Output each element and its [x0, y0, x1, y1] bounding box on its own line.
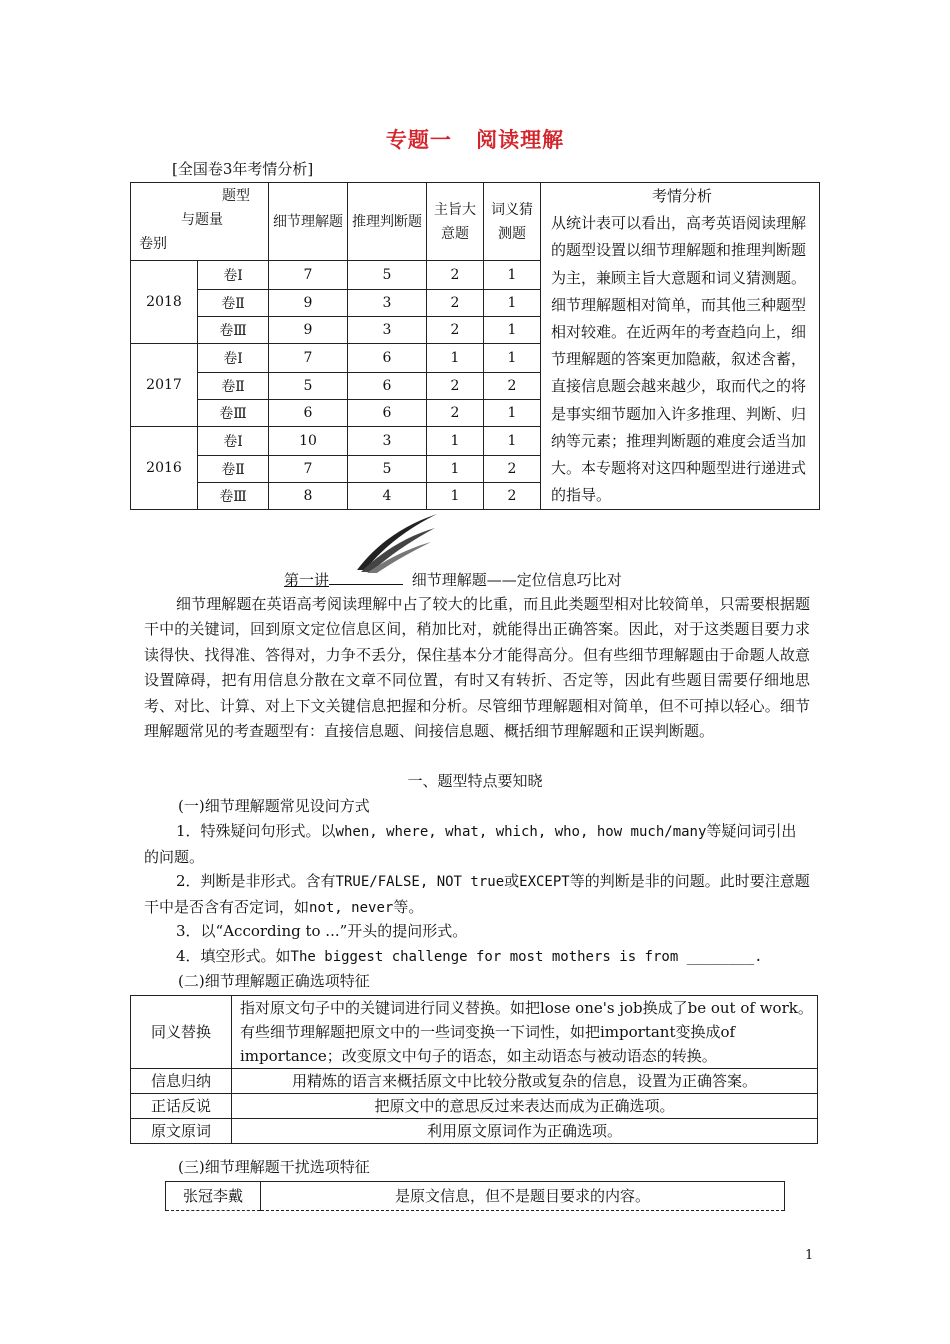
col-main-idea: 主旨大意题	[427, 183, 484, 261]
value-cell: 3	[348, 290, 427, 317]
value-cell: 6	[348, 373, 427, 400]
sub3-heading: (三)细节理解题干扰选项特征	[178, 1158, 370, 1176]
paper-cell: 卷Ⅱ	[198, 290, 269, 317]
value-cell: 5	[348, 456, 427, 483]
page-title	[0, 124, 950, 154]
value-cell: 6	[348, 400, 427, 427]
distractor-type: 张冠李戴	[166, 1182, 261, 1211]
analysis-heading: 考情分析	[651, 187, 712, 205]
distractor-table	[165, 1181, 785, 1211]
diag-bottom: 卷别	[139, 236, 167, 252]
lecture-label: 第一讲	[284, 571, 330, 589]
year-cell: 2018	[131, 261, 198, 344]
value-cell: 9	[269, 317, 348, 344]
intro-paragraph: 细节理解题在英语高考阅读理解中占了较大的比重，而且此类题型相对比较简单，只需要根据题干中的关键词，回到原文定位信息区间，稍加比对，就能得出正确答案。因此，对于这类题目要力求读得快、找得准、答得对，力争不丢分，保住基本分才能得高分。但有些细节理解题由于命题人故意设置障碍，把有用信息分散在文章不同位置，有时又有转折、否定等，因此有些题目需要仔细地思考、对比、计算、对上下文关键信息把握和分析。尽管细节理解题相对简单，但不可掉以轻心。细节理解题常见的考查题型有：直接信息题、间接信息题、概括细节理解题和正误判断题。	[144, 595, 810, 741]
paper-cell: 卷Ⅱ	[198, 373, 269, 400]
value-cell: 7	[269, 261, 348, 290]
value-cell: 6	[269, 400, 348, 427]
page-number: 1	[805, 1248, 814, 1263]
item1-text-b: 等疑问词引出的问题。	[144, 822, 797, 866]
col-inference: 推理判断题	[348, 183, 427, 261]
question-form-1	[144, 819, 810, 870]
value-cell: 1	[427, 483, 484, 510]
title-part1: 专题一	[385, 127, 452, 152]
distractor-desc: 是原文信息，但不是题目要求的内容。	[261, 1182, 785, 1211]
swoosh-decoration-icon	[355, 512, 439, 574]
value-cell: 2	[427, 400, 484, 427]
value-cell: 5	[269, 373, 348, 400]
option-desc: 把原文中的意思反过来表达而成为正确选项。	[232, 1094, 818, 1119]
stats-subheading: [全国卷3年考情分析]	[172, 160, 314, 178]
value-cell: 2	[427, 373, 484, 400]
item2-text-a: 2．判断是非形式。含有	[176, 872, 336, 890]
option-type: 信息归纳	[131, 1069, 232, 1094]
paper-cell: 卷Ⅰ	[198, 344, 269, 373]
item1-text-a: 1．特殊疑问句形式。以	[176, 822, 336, 840]
value-cell: 6	[348, 344, 427, 373]
lecture-title: 细节理解题——定位信息巧比对	[411, 571, 622, 589]
option-type: 同义替换	[131, 996, 232, 1069]
value-cell: 2	[484, 456, 541, 483]
item1-keywords: when, where, what, which, who, how much/many	[335, 824, 707, 840]
sub1-heading: (一)细节理解题常见设问方式	[178, 797, 370, 815]
value-cell: 2	[427, 317, 484, 344]
diag-mid: 与题量	[181, 212, 223, 228]
option-desc: 用精炼的语言来概括原文中比较分散或复杂的信息，设置为正确答案。	[232, 1069, 818, 1094]
analysis-cell	[541, 183, 820, 510]
question-form-4	[176, 944, 763, 970]
correct-option-table	[130, 995, 818, 1144]
paper-cell: 卷Ⅰ	[198, 261, 269, 290]
paper-cell: 卷Ⅲ	[198, 400, 269, 427]
question-form-3: 3．以“According to ...”开头的提问形式。	[176, 922, 468, 940]
option-desc: 指对原文句子中的关键词进行同义替换。如把lose one's job换成了be out of work。有些细节理解题把原文中的一些词变换一下词性，如把important变换成of importance；改变原文中句子的语态，如主动语态与被动语态的转换。	[232, 996, 818, 1069]
diagonal-header-cell	[131, 183, 269, 261]
value-cell: 1	[484, 344, 541, 373]
question-form-2	[144, 869, 810, 921]
item2-keyword-except: EXCEPT	[519, 874, 570, 890]
paper-cell: 卷Ⅲ	[198, 483, 269, 510]
value-cell: 3	[348, 317, 427, 344]
title-part2: 阅读理解	[476, 127, 565, 152]
sub2-heading: (二)细节理解题正确选项特征	[178, 972, 370, 990]
value-cell: 1	[427, 344, 484, 373]
year-cell: 2017	[131, 344, 198, 427]
value-cell: 1	[427, 456, 484, 483]
item4-text-a: 4．填空形式。如	[176, 947, 291, 965]
col-word-meaning: 词义猜测题	[484, 183, 541, 261]
value-cell: 1	[427, 427, 484, 456]
lecture-heading	[284, 569, 622, 590]
lecture-gap	[329, 572, 403, 585]
value-cell: 8	[269, 483, 348, 510]
value-cell: 1	[484, 400, 541, 427]
value-cell: 1	[484, 261, 541, 290]
item2-text-c: 等的判断是非的问题。此时要注意题干中是否含有否定词，如	[144, 872, 810, 916]
year-cell: 2016	[131, 427, 198, 510]
value-cell: 10	[269, 427, 348, 456]
item4-example: The biggest challenge for most mothers is from ________.	[290, 949, 763, 965]
value-cell: 2	[427, 261, 484, 290]
paper-cell: 卷Ⅱ	[198, 456, 269, 483]
value-cell: 2	[427, 290, 484, 317]
diag-top: 题型	[222, 188, 250, 204]
item2-keywords: TRUE/FALSE, NOT true	[335, 874, 505, 890]
exam-stats-table	[130, 182, 820, 510]
value-cell: 7	[269, 344, 348, 373]
option-type: 正话反说	[131, 1094, 232, 1119]
paper-cell: 卷Ⅲ	[198, 317, 269, 344]
value-cell: 2	[484, 373, 541, 400]
paper-cell: 卷Ⅰ	[198, 427, 269, 456]
item2-negatives: not, never	[309, 900, 394, 916]
item2-text-b: 或	[504, 872, 520, 890]
item2-text-d: 等。	[393, 898, 424, 916]
col-detail: 细节理解题	[269, 183, 348, 261]
value-cell: 9	[269, 290, 348, 317]
section-heading: 一、题型特点要知晓	[407, 772, 543, 790]
option-type: 原文原词	[131, 1119, 232, 1144]
analysis-text: 从统计表可以看出，高考英语阅读理解的题型设置以细节理解题和推理判断题为主，兼顾主旨大意题和词义猜测题。细节理解题相对简单，而其他三种题型相对较难。在近两年的考查趋向上，细节理解题的答案更加隐蔽，叙述含蓄，直接信息题会越来越少，取而代之的将是事实细节题加入许多推理、判断、归纳等元素；推理判断题的难度会适当加大。本专题将对这四种题型进行递进式的指导。	[551, 214, 807, 505]
value-cell: 3	[348, 427, 427, 456]
value-cell: 5	[348, 261, 427, 290]
value-cell: 4	[348, 483, 427, 510]
value-cell: 1	[484, 290, 541, 317]
value-cell: 1	[484, 427, 541, 456]
value-cell: 7	[269, 456, 348, 483]
value-cell: 1	[484, 317, 541, 344]
option-desc: 利用原文原词作为正确选项。	[232, 1119, 818, 1144]
value-cell: 2	[484, 483, 541, 510]
